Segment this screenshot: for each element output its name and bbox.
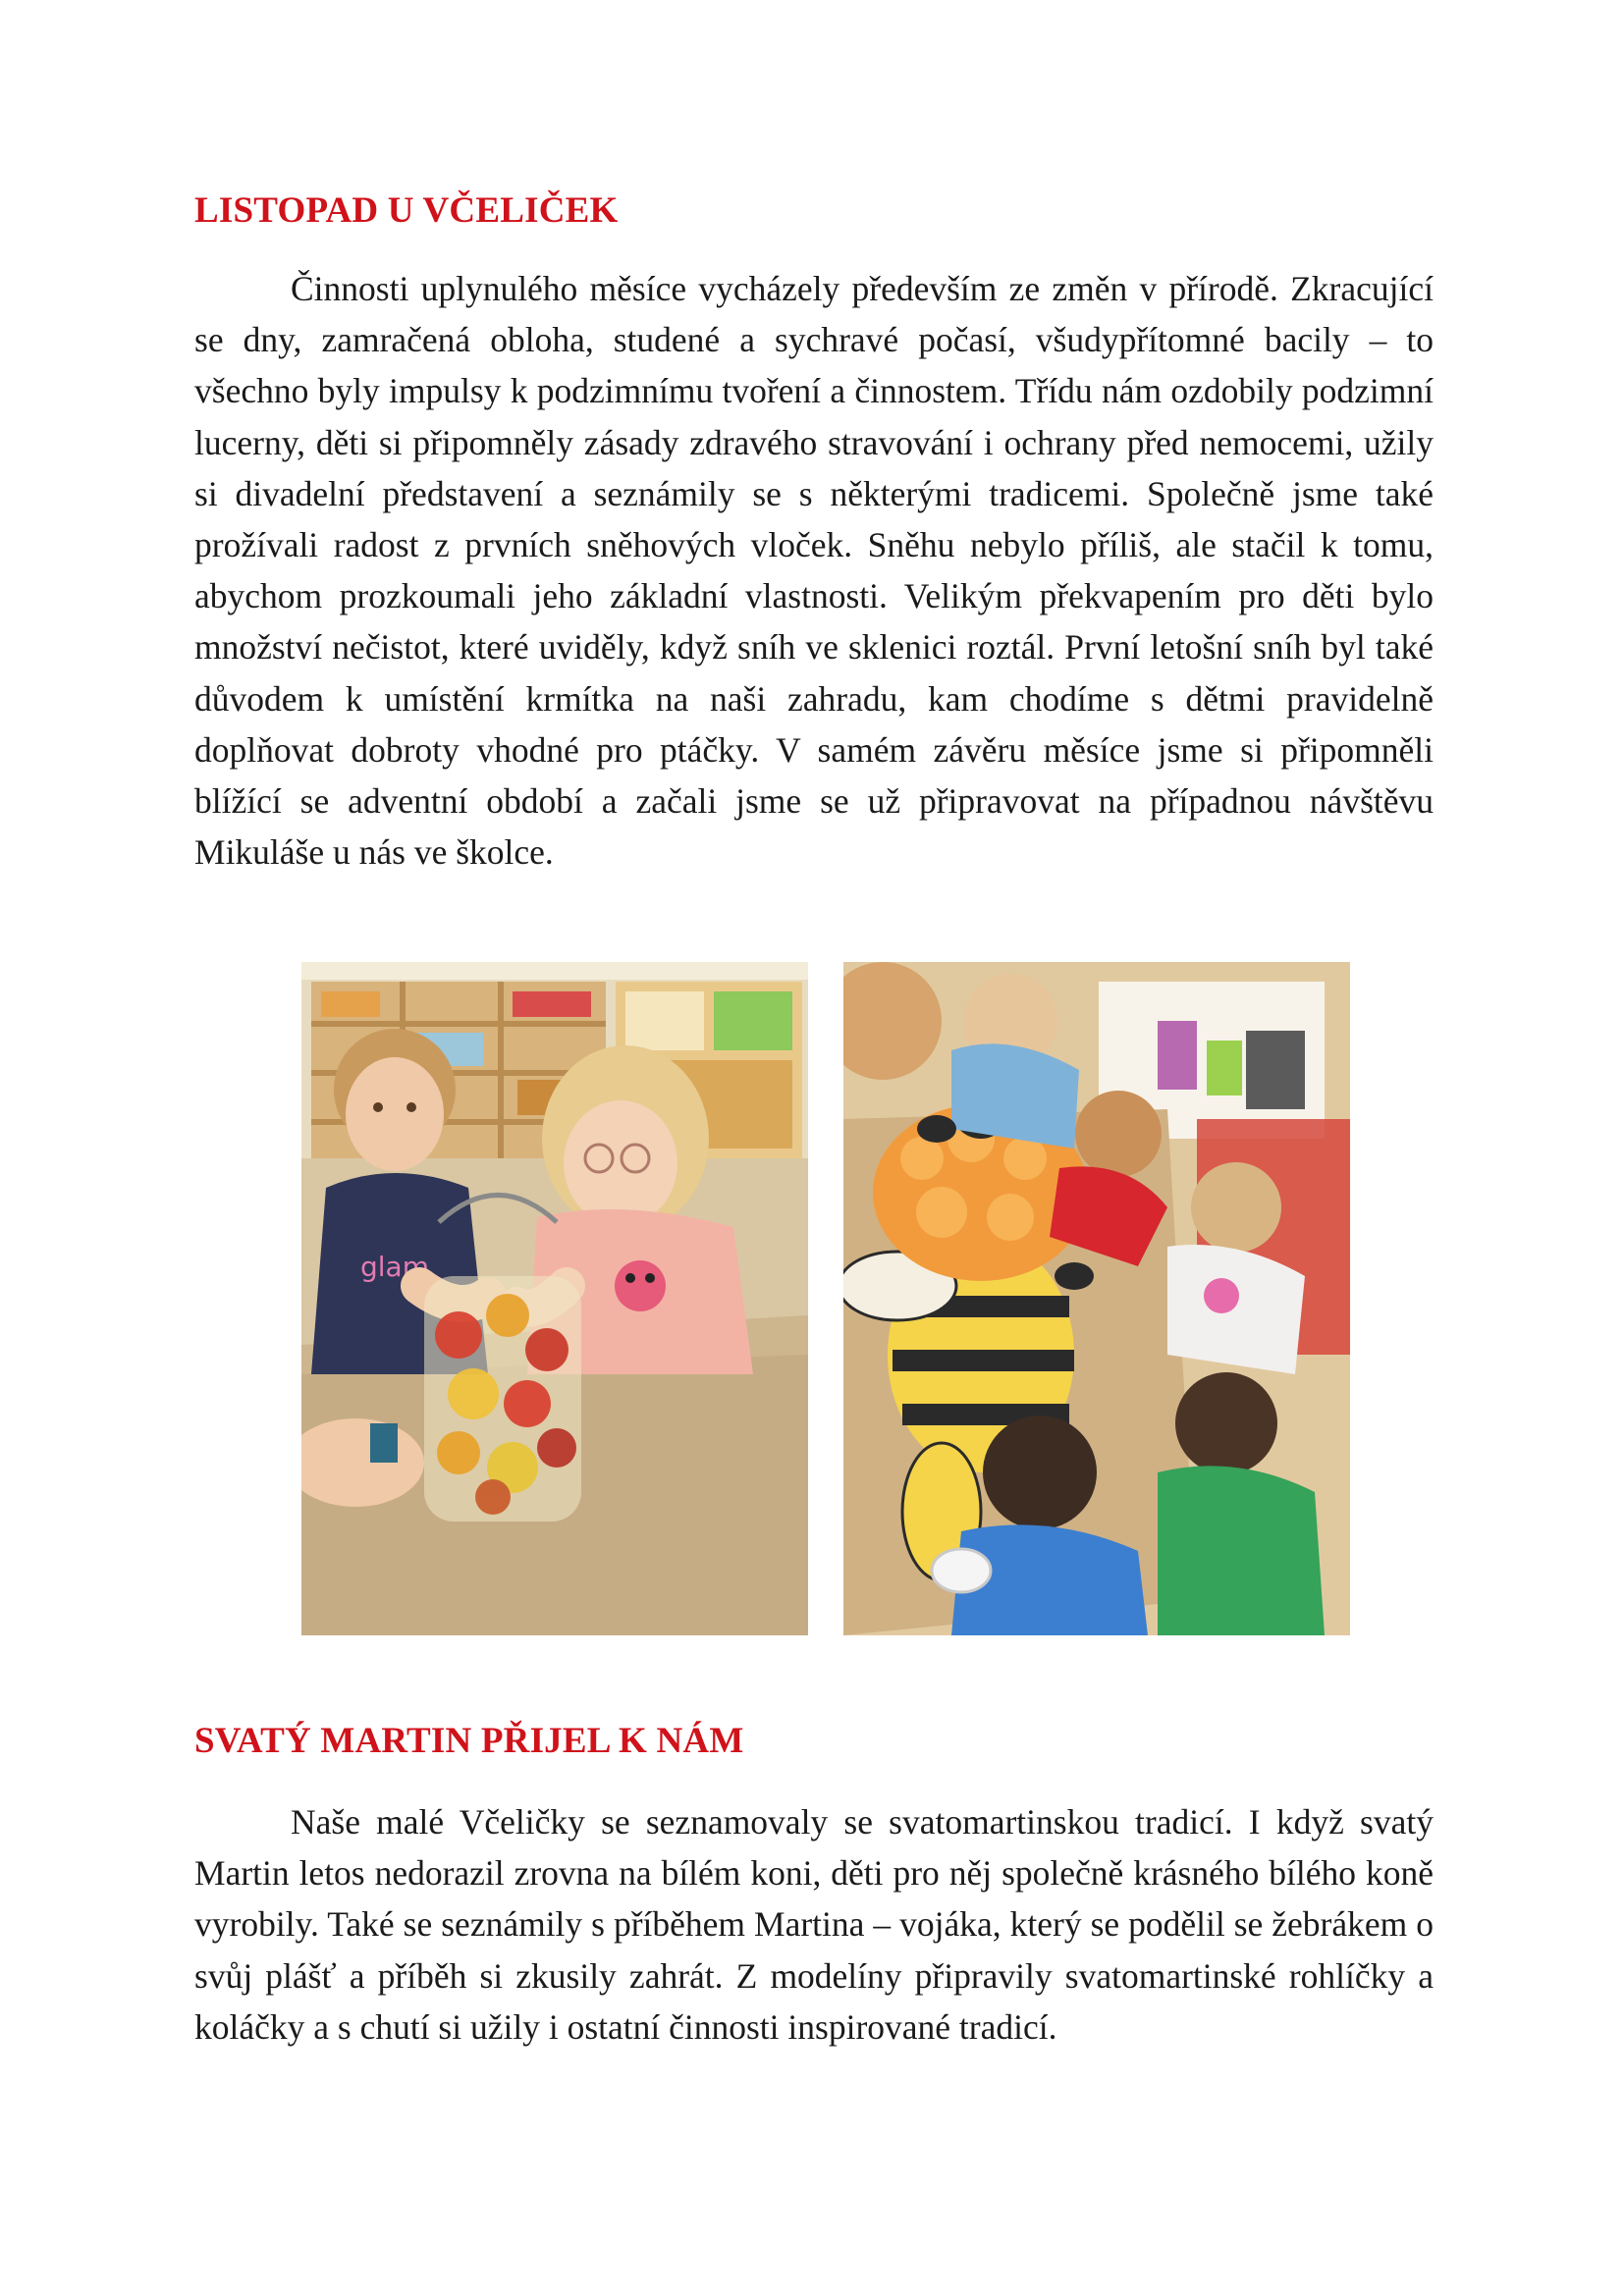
photo-children-bee [843,962,1350,1635]
photo-children-lantern [301,962,808,1635]
photo-children-decorating-bee-picture-icon [843,962,1350,1635]
section-heading-listopad: LISTOPAD U VČELIČEK [194,190,619,231]
svg-text:glam: glam [360,1251,429,1283]
photo-children-decorating-lantern-jar-icon [301,962,808,1635]
section-paragraph-svaty-martin: Naše malé Včeličky se seznamovaly se svatomartinskou tradicí. I když svatý Martin letos nedorazil zrovna na bílém koni, děti pro něj společně krásného bílého koně vyrobily. Také se seznámily s příběhem Martina – vojáka, který se podělil se žebrákem o svůj plášť a příběh si zkusily zahrát. Z modelíny připravily svatomartinské rohlíčky a koláčky a s chutí si užily i ostatní činnosti inspirované tradicí. [194,1802,1434,2047]
section-paragraph-listopad: Činnosti uplynulého měsíce vycházely především ze změn v přírodě. Zkracující se dny, zamračená obloha, studené a sychravé počasí, všudypřítomné bacily – to všechno byly impulsy k podzimnímu tvoření a činnostem. Třídu nám ozdobily podzimní lucerny, děti si připomněly zásady zdravého stravování i ochrany před nemocemi, užily si divadelní představení a seznámily se s některými tradicemi. Společně jsme také prožívali radost z prvních sněhových vloček. Sněhu nebylo příliš, ale stačil k tomu, abychom prozkoumali jeho základní vlastnosti. Velikým překvapením pro děti bylo množství nečistot, které uviděly, když sníh ve sklenici roztál. První letošní sníh byl také důvodem k umístění krmítka na naši zahradu, kam chodíme s dětmi pravidelně doplňovat dobroty vhodné pro ptáčky. V samém závěru měsíce jsme si připomněli blížící se adventní období a začali jsme se už připravovat na případnou návštěvu Mikuláše u nás ve školce. [194,269,1434,873]
section-heading-svaty-martin: SVATÝ MARTIN PŘIJEL K NÁM [194,1721,744,1761]
